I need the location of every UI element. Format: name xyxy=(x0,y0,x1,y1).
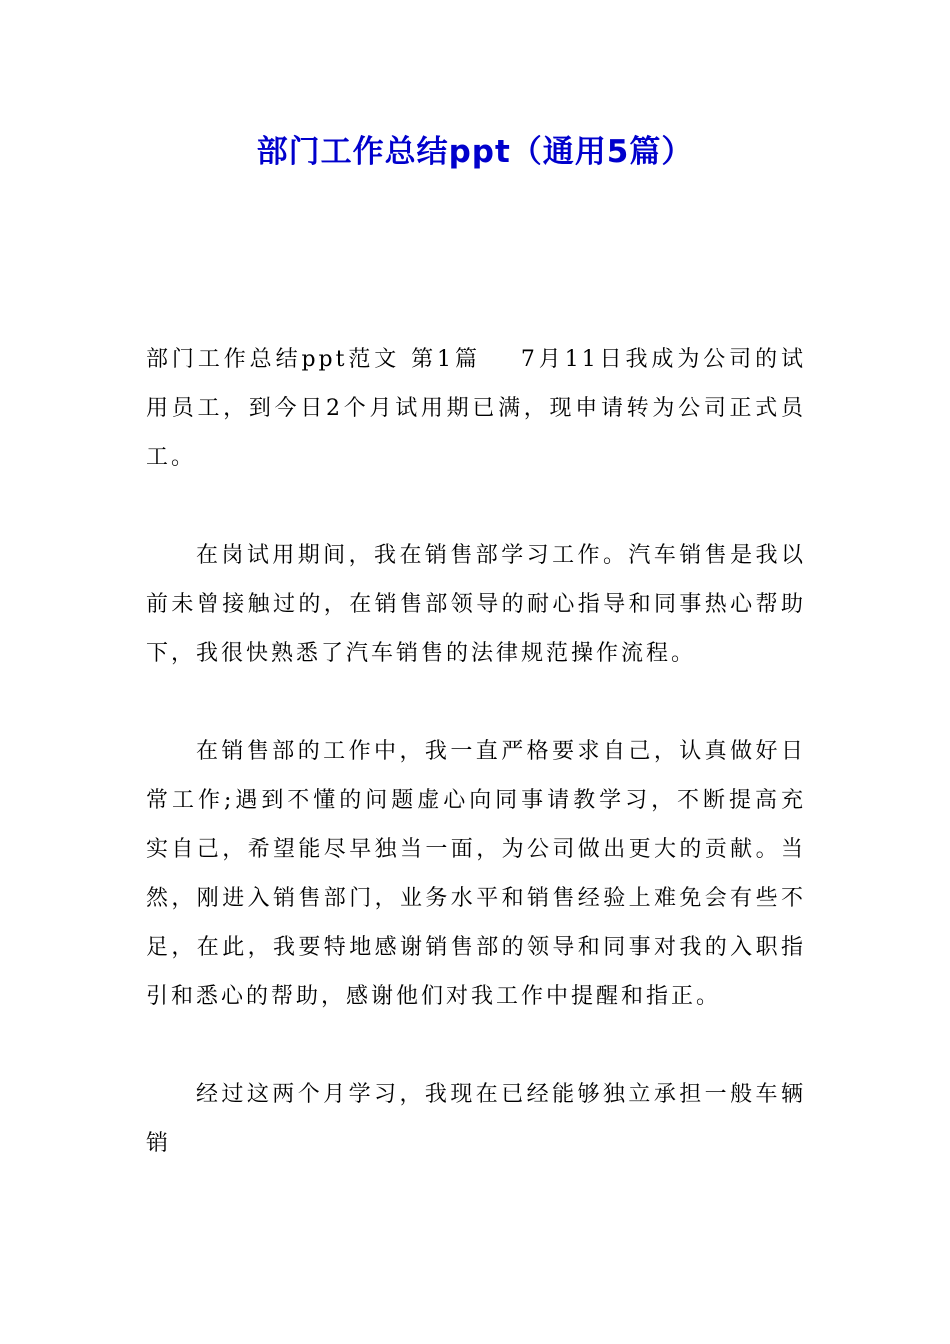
paragraph-3: 在销售部的工作中，我一直严格要求自己，认真做好日常工作;遇到不懂的问题虚心向同事请教学习，不断提高充实自己，希望能尽早独当一面，为公司做出更大的贡献。当然，刚进入销售部门，业务水平和销售经验上难免会有些不足，在此，我要特地感谢销售部的领导和同事对我的入职指引和悉心的帮助，感谢他们对我工作中提醒和指正。 xyxy=(146,739,806,1009)
paragraph-4: 经过这两个月学习，我现在已经能够独立承担一般车辆销 xyxy=(146,1082,806,1156)
document-body xyxy=(146,335,806,1217)
paragraph-2: 在岗试用期间，我在销售部学习工作。汽车销售是我以前未曾接触过的，在销售部领导的耐心指导和同事热心帮助下，我很快熟悉了汽车销售的法律规范操作流程。 xyxy=(146,543,806,666)
paragraph-1-text: 7月11日我成为公司的试用员工，到今日2个月试用期已满，现申请转为公司正式员工。 xyxy=(146,347,806,470)
paragraph-1 xyxy=(146,335,806,482)
section-heading: 部门工作总结ppt范文 第1篇 xyxy=(146,347,481,372)
document-title: 部门工作总结ppt（通用5篇） xyxy=(256,134,694,170)
